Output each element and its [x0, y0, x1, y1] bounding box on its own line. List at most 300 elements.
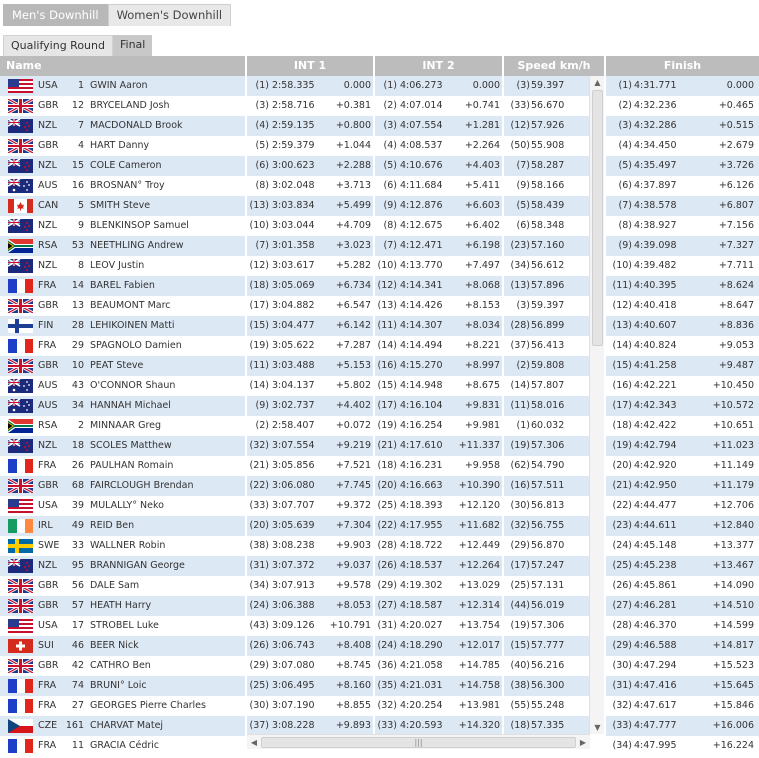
int1-time: 3:06.743	[272, 640, 315, 651]
table-row[interactable]	[0, 376, 759, 396]
finish-time: 4:40.607	[634, 320, 677, 331]
scroll-right-icon[interactable]: ▶	[579, 738, 587, 747]
finish-rank: (14)	[612, 340, 632, 351]
bib-number: 12	[71, 100, 84, 111]
int2-rank: (14)	[377, 340, 397, 351]
finish-gap: +7.327	[718, 240, 754, 251]
int2-time: 4:12.876	[400, 200, 443, 211]
speed-value: 59.397	[531, 300, 565, 311]
finish-rank: (5)	[618, 160, 632, 171]
int1-rank: (15)	[249, 320, 269, 331]
finish-gap: +2.679	[718, 140, 754, 151]
finish-gap: +16.224	[712, 740, 754, 751]
speed-value: 59.808	[531, 360, 565, 371]
finish-rank: (31)	[612, 680, 632, 691]
finish-gap: +0.465	[718, 100, 754, 111]
int1-rank: (3)	[255, 100, 269, 111]
speed-value: 56.019	[531, 600, 565, 611]
int2-rank: (11)	[377, 320, 397, 331]
flag-nzl-icon	[8, 219, 33, 233]
bib-number: 43	[71, 380, 84, 391]
vertical-scrollbar[interactable]	[589, 76, 604, 734]
bib-number: 74	[71, 680, 84, 691]
rider-name: HART Danny	[90, 140, 150, 151]
speed-rank: (18)	[510, 720, 530, 731]
finish-gap: 0.000	[726, 80, 754, 91]
header-finish[interactable]: Finish	[606, 56, 759, 76]
speed-rank: (1)	[516, 420, 530, 431]
int1-gap: +4.709	[335, 220, 371, 231]
flag-gbr-icon	[8, 599, 33, 613]
finish-time: 4:47.617	[634, 700, 677, 711]
rider-name: DALE Sam	[90, 580, 140, 591]
finish-time: 4:39.482	[634, 260, 677, 271]
rider-name: FAIRCLOUGH Brendan	[90, 480, 194, 491]
country-code: AUS	[38, 400, 58, 411]
flag-nzl-icon	[8, 439, 33, 453]
bib-number: 28	[71, 320, 84, 331]
int2-gap: +7.497	[464, 260, 500, 271]
speed-rank: (2)	[516, 360, 530, 371]
int1-time: 3:06.495	[272, 680, 315, 691]
rider-name: LEOV Justin	[90, 260, 145, 271]
flag-fra-icon	[8, 339, 33, 353]
int2-gap: +11.682	[458, 520, 500, 531]
bib-number: 95	[71, 560, 84, 571]
flag-nzl-icon	[8, 159, 33, 173]
speed-rank: (9)	[516, 180, 530, 191]
finish-rank: (6)	[618, 180, 632, 191]
int1-rank: (24)	[249, 600, 269, 611]
bib-number: 1	[77, 80, 84, 91]
country-code: GBR	[38, 480, 59, 491]
finish-time: 4:42.422	[634, 420, 677, 431]
country-code: GBR	[38, 140, 59, 151]
tab-qualifying-round[interactable]: Qualifying Round	[3, 35, 113, 56]
int1-time: 3:07.190	[272, 700, 315, 711]
table-row[interactable]	[0, 356, 759, 376]
bib-number: 39	[71, 500, 84, 511]
flag-fin-icon	[8, 319, 33, 333]
table-row[interactable]	[0, 496, 759, 516]
flag-rsa-icon	[8, 239, 33, 253]
finish-rank: (34)	[612, 740, 632, 751]
table-row[interactable]	[0, 716, 759, 736]
table-row[interactable]	[0, 676, 759, 696]
table-row[interactable]	[0, 336, 759, 356]
horizontal-scrollbar[interactable]	[247, 734, 590, 749]
bib-number: 68	[71, 480, 84, 491]
vertical-scroll-thumb[interactable]	[592, 90, 603, 346]
speed-rank: (55)	[510, 700, 530, 711]
speed-rank: (3)	[516, 300, 530, 311]
table-row[interactable]	[0, 96, 759, 116]
finish-rank: (4)	[618, 140, 632, 151]
results-grid	[0, 76, 759, 758]
speed-rank: (40)	[510, 660, 530, 671]
int1-gap: +8.855	[335, 700, 371, 711]
int2-time: 4:16.254	[400, 420, 443, 431]
finish-rank: (29)	[612, 640, 632, 651]
speed-rank: (38)	[510, 680, 530, 691]
int1-rank: (14)	[249, 380, 269, 391]
table-row[interactable]	[0, 256, 759, 276]
int1-time: 3:08.228	[272, 720, 315, 731]
speed-value: 58.287	[531, 160, 565, 171]
country-code: NZL	[38, 560, 57, 571]
int1-gap: +7.521	[335, 460, 371, 471]
scroll-up-icon[interactable]: ▲	[594, 78, 601, 87]
flag-gbr-icon	[8, 139, 33, 153]
int1-gap: +8.053	[335, 600, 371, 611]
country-code: NZL	[38, 260, 57, 271]
finish-gap: +15.846	[712, 700, 754, 711]
table-row[interactable]	[0, 416, 759, 436]
bib-number: 4	[77, 140, 84, 151]
country-code: USA	[38, 80, 58, 91]
table-row[interactable]	[0, 396, 759, 416]
speed-rank: (5)	[516, 200, 530, 211]
table-row[interactable]	[0, 696, 759, 716]
header-name[interactable]: Name	[0, 56, 245, 76]
finish-rank: (33)	[612, 720, 632, 731]
finish-time: 4:32.236	[634, 100, 677, 111]
country-code: RSA	[38, 240, 58, 251]
country-code: CZE	[38, 720, 58, 731]
country-code: NZL	[38, 440, 57, 451]
table-row[interactable]	[0, 276, 759, 296]
rider-name: GRACIA Cédric	[90, 740, 160, 751]
int2-rank: (2)	[383, 100, 397, 111]
int1-rank: (30)	[249, 700, 269, 711]
finish-gap: +12.706	[712, 500, 754, 511]
table-row[interactable]	[0, 556, 759, 576]
flag-gbr-icon	[8, 659, 33, 673]
int2-time: 4:18.393	[400, 500, 443, 511]
int1-rank: (7)	[255, 240, 269, 251]
speed-value: 57.777	[531, 640, 565, 651]
speed-value: 56.870	[531, 540, 565, 551]
table-row[interactable]	[0, 476, 759, 496]
speed-value: 57.131	[531, 580, 565, 591]
bib-number: 46	[71, 640, 84, 651]
finish-time: 4:40.824	[634, 340, 677, 351]
header-int1[interactable]: INT 1	[247, 56, 373, 76]
int2-gap: +6.603	[464, 200, 500, 211]
country-code: FRA	[38, 700, 57, 711]
int1-rank: (43)	[249, 620, 269, 631]
table-row[interactable]	[0, 236, 759, 256]
int1-rank: (2)	[255, 420, 269, 431]
speed-value: 58.348	[531, 220, 565, 231]
speed-value: 57.807	[531, 380, 565, 391]
speed-rank: (33)	[510, 100, 530, 111]
speed-rank: (14)	[510, 380, 530, 391]
table-row[interactable]	[0, 656, 759, 676]
speed-value: 57.335	[531, 720, 565, 731]
bib-number: 18	[71, 440, 84, 451]
finish-time: 4:38.578	[634, 200, 677, 211]
finish-time: 4:31.771	[634, 80, 677, 91]
country-code: GBR	[38, 300, 59, 311]
country-code: USA	[38, 620, 58, 631]
table-row[interactable]	[0, 156, 759, 176]
int2-gap: +12.120	[458, 500, 500, 511]
country-code: FRA	[38, 340, 57, 351]
scroll-down-icon[interactable]: ▼	[594, 723, 601, 732]
int1-rank: (6)	[255, 160, 269, 171]
int1-gap: +9.893	[335, 720, 371, 731]
finish-gap: +10.651	[712, 420, 754, 431]
rider-name: BRUNI° Loic	[90, 680, 147, 691]
speed-rank: (7)	[516, 160, 530, 171]
int1-rank: (20)	[249, 520, 269, 531]
int2-gap: +9.981	[464, 420, 500, 431]
int2-gap: +12.449	[458, 540, 500, 551]
country-code: AUS	[38, 180, 58, 191]
rider-name: BAREL Fabien	[90, 280, 155, 291]
finish-rank: (3)	[618, 120, 632, 131]
bib-number: 5	[77, 200, 84, 211]
finish-rank: (18)	[612, 420, 632, 431]
flag-usa-icon	[8, 79, 33, 93]
finish-rank: (15)	[612, 360, 632, 371]
country-code: FRA	[38, 680, 57, 691]
speed-value: 60.032	[531, 420, 565, 431]
finish-time: 4:46.370	[634, 620, 677, 631]
int1-gap: +9.578	[335, 580, 371, 591]
rider-name: BRYCELAND Josh	[90, 100, 170, 111]
int2-gap: +0.741	[464, 100, 500, 111]
country-code: USA	[38, 500, 58, 511]
scroll-left-icon[interactable]: ◀	[250, 738, 258, 747]
rider-name: NEETHLING Andrew	[90, 240, 184, 251]
speed-rank: (6)	[516, 220, 530, 231]
int1-rank: (18)	[249, 280, 269, 291]
int1-rank: (11)	[249, 360, 269, 371]
country-code: IRL	[38, 520, 53, 531]
int1-rank: (4)	[255, 120, 269, 131]
finish-time: 4:32.286	[634, 120, 677, 131]
bib-number: 11	[71, 740, 84, 751]
table-row[interactable]	[0, 456, 759, 476]
table-row[interactable]	[0, 196, 759, 216]
flag-gbr-icon	[8, 579, 33, 593]
int2-rank: (15)	[377, 380, 397, 391]
table-row[interactable]	[0, 436, 759, 456]
table-row[interactable]	[0, 216, 759, 236]
speed-value: 58.016	[531, 400, 565, 411]
int2-rank: (13)	[377, 300, 397, 311]
int2-rank: (6)	[383, 180, 397, 191]
horizontal-scroll-thumb[interactable]	[261, 737, 576, 748]
country-code: GBR	[38, 360, 59, 371]
int2-time: 4:11.684	[400, 180, 443, 191]
rider-name: MULALLY° Neko	[90, 500, 164, 511]
speed-rank: (50)	[510, 140, 530, 151]
table-row[interactable]	[0, 576, 759, 596]
int1-rank: (17)	[249, 300, 269, 311]
int1-gap: +3.023	[335, 240, 371, 251]
int2-gap: +6.198	[464, 240, 500, 251]
bib-number: 49	[71, 520, 84, 531]
country-code: FRA	[38, 740, 57, 751]
finish-time: 4:44.611	[634, 520, 677, 531]
tab-womens-downhill[interactable]: Women's Downhill	[108, 4, 232, 26]
int2-gap: +13.981	[458, 700, 500, 711]
flag-usa-icon	[8, 619, 33, 633]
table-row[interactable]	[0, 76, 759, 96]
int1-rank: (33)	[249, 500, 269, 511]
finish-time: 4:45.148	[634, 540, 677, 551]
finish-gap: +15.645	[712, 680, 754, 691]
int2-gap: +2.264	[464, 140, 500, 151]
table-row[interactable]	[0, 636, 759, 656]
speed-value: 57.926	[531, 120, 565, 131]
int1-gap: +9.037	[335, 560, 371, 571]
int1-time: 3:08.238	[272, 540, 315, 551]
finish-time: 4:42.794	[634, 440, 677, 451]
finish-rank: (17)	[612, 400, 632, 411]
flag-fra-icon	[8, 459, 33, 473]
int1-time: 3:03.044	[272, 220, 315, 231]
int2-time: 4:08.537	[400, 140, 443, 151]
flag-fra-icon	[8, 739, 33, 753]
header-speed[interactable]: Speed km/h	[504, 56, 604, 76]
bib-number: 26	[71, 460, 84, 471]
rider-name: CATHRO Ben	[90, 660, 151, 671]
bib-number: 10	[71, 360, 84, 371]
speed-value: 55.908	[531, 140, 565, 151]
finish-time: 4:42.920	[634, 460, 677, 471]
finish-gap: +8.624	[718, 280, 754, 291]
rider-name: BLENKINSOP Samuel	[90, 220, 189, 231]
int2-time: 4:10.676	[400, 160, 443, 171]
bib-number: 17	[71, 620, 84, 631]
int1-rank: (34)	[249, 580, 269, 591]
int1-rank: (32)	[249, 440, 269, 451]
int1-rank: (1)	[255, 80, 269, 91]
speed-value: 56.413	[531, 340, 565, 351]
int2-gap: +14.320	[458, 720, 500, 731]
int2-rank: (16)	[377, 360, 397, 371]
int2-rank: (28)	[377, 540, 397, 551]
rider-name: BRANNIGAN George	[90, 560, 185, 571]
int2-time: 4:14.948	[400, 380, 443, 391]
finish-rank: (2)	[618, 100, 632, 111]
int2-rank: (33)	[377, 720, 397, 731]
speed-rank: (16)	[510, 480, 530, 491]
finish-gap: +13.377	[712, 540, 754, 551]
finish-rank: (12)	[612, 300, 632, 311]
bib-number: 2	[77, 420, 84, 431]
finish-time: 4:47.416	[634, 680, 677, 691]
country-code: GBR	[38, 660, 59, 671]
int1-gap: +5.282	[335, 260, 371, 271]
table-row[interactable]	[0, 296, 759, 316]
int2-time: 4:12.675	[400, 220, 443, 231]
finish-rank: (25)	[612, 560, 632, 571]
table-row[interactable]	[0, 316, 759, 336]
int1-gap: +6.734	[335, 280, 371, 291]
flag-gbr-icon	[8, 359, 33, 373]
int2-gap: +14.785	[458, 660, 500, 671]
int2-gap: +6.402	[464, 220, 500, 231]
rider-name: SPAGNOLO Damien	[90, 340, 182, 351]
finish-gap: +15.523	[712, 660, 754, 671]
tab-mens-downhill[interactable]: Men's Downhill	[3, 4, 108, 26]
country-code: NZL	[38, 120, 57, 131]
finish-time: 4:42.950	[634, 480, 677, 491]
table-row[interactable]	[0, 616, 759, 636]
tab-final[interactable]: Final	[113, 35, 152, 56]
bib-number: 33	[71, 540, 84, 551]
finish-rank: (22)	[612, 500, 632, 511]
rider-name: BEAUMONT Marc	[90, 300, 171, 311]
bib-number: 9	[77, 220, 84, 231]
country-code: FRA	[38, 280, 57, 291]
int2-gap: +12.264	[458, 560, 500, 571]
speed-rank: (62)	[510, 460, 530, 471]
table-row[interactable]	[0, 136, 759, 156]
speed-value: 57.160	[531, 240, 565, 251]
table-row[interactable]	[0, 536, 759, 556]
finish-gap: +9.487	[718, 360, 754, 371]
table-row[interactable]	[0, 596, 759, 616]
country-code: FIN	[38, 320, 54, 331]
finish-time: 4:34.450	[634, 140, 677, 151]
flag-aus-icon	[8, 399, 33, 413]
flag-gbr-icon	[8, 99, 33, 113]
int2-gap: +8.997	[464, 360, 500, 371]
int2-gap: +11.337	[458, 440, 500, 451]
bib-number: 16	[71, 180, 84, 191]
int2-gap: +8.034	[464, 320, 500, 331]
flag-nzl-icon	[8, 119, 33, 133]
country-code: GBR	[38, 600, 59, 611]
rider-name: GEORGES Pierre Charles	[90, 700, 206, 711]
int1-gap: +9.219	[335, 440, 371, 451]
speed-rank: (32)	[510, 520, 530, 531]
bib-number: 53	[71, 240, 84, 251]
int1-time: 3:03.834	[272, 200, 315, 211]
speed-value: 56.216	[531, 660, 565, 671]
finish-time: 4:47.294	[634, 660, 677, 671]
rider-name: MINNAAR Greg	[90, 420, 162, 431]
int2-rank: (29)	[377, 580, 397, 591]
finish-rank: (26)	[612, 580, 632, 591]
header-int2[interactable]: INT 2	[375, 56, 502, 76]
bib-number: 8	[77, 260, 84, 271]
finish-rank: (9)	[618, 240, 632, 251]
finish-gap: +10.450	[712, 380, 754, 391]
table-row[interactable]	[0, 116, 759, 136]
int1-rank: (13)	[249, 200, 269, 211]
int2-time: 4:16.104	[400, 400, 443, 411]
table-row[interactable]	[0, 176, 759, 196]
flag-rsa-icon	[8, 419, 33, 433]
finish-gap: +6.807	[718, 200, 754, 211]
int2-gap: +12.017	[458, 640, 500, 651]
int1-rank: (12)	[249, 260, 269, 271]
int2-time: 4:21.058	[400, 660, 443, 671]
table-row[interactable]	[0, 516, 759, 536]
flag-aus-icon	[8, 379, 33, 393]
int1-rank: (9)	[255, 400, 269, 411]
int1-time: 3:03.488	[272, 360, 315, 371]
int2-time: 4:18.587	[400, 600, 443, 611]
int2-time: 4:14.341	[400, 280, 443, 291]
